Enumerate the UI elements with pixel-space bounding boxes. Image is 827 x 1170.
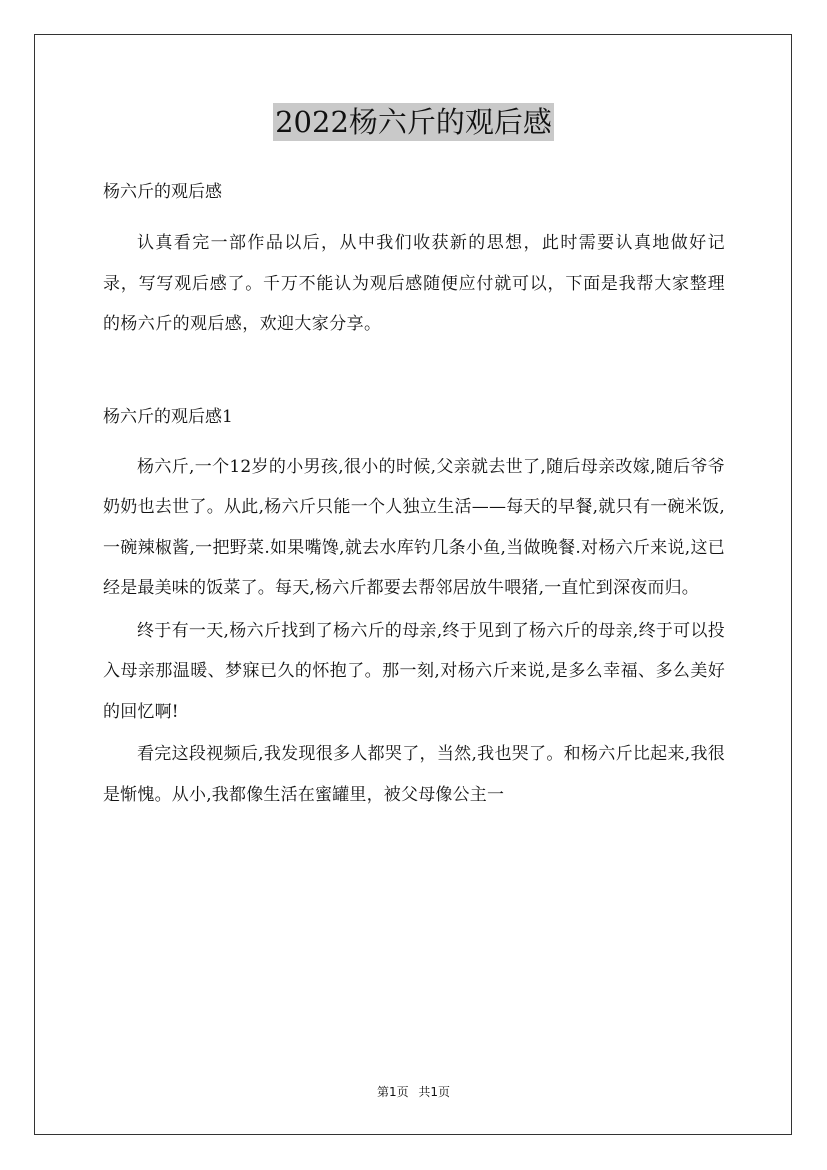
intro-paragraph: 认真看完一部作品以后，从中我们收获新的思想，此时需要认真地做好记录，写写观后感了。千万不能认为观后感随便应付就可以，下面是我帮大家整理的杨六斤的观后感，欢迎大家分享。 — [103, 233, 725, 334]
section1-heading: 杨六斤的观后感1 — [103, 406, 233, 427]
intro-heading: 杨六斤的观后感 — [103, 182, 222, 202]
title-container — [0, 103, 827, 141]
spacer — [103, 437, 725, 447]
page-footer: 第1页 共1页 — [376, 1085, 451, 1099]
spacer — [103, 347, 725, 397]
body-paragraph: 终于有一天,杨六斤找到了杨六斤的母亲,终于见到了杨六斤的母亲,终于可以投入母亲那温暖、梦寐已久的怀抱了。那一刻,对杨六斤来说,是多么幸福、多么美好的回忆啊! — [103, 620, 725, 722]
body-paragraph: 看完这段视频后,我发现很多人都哭了，当然,我也哭了。和杨六斤比起来,我很是惭愧。从小,我都像生活在蜜罐里，被父母像公主一 — [103, 744, 725, 805]
body-paragraph: 杨六斤,一个12岁的小男孩,很小的时候,父亲就去世了,随后母亲改嫁,随后爷爷奶奶也去世了。从此,杨六斤只能一个人独立生活——每天的早餐,就只有一碗米饭,一碗辣椒酱,一把野菜.如果嘴馋,就去水库钓几条小鱼,当做晚餐.对杨六斤来说,这已经是最美味的饭菜了。每天,杨六斤都要去帮邻居放牛喂猪,一直忙到深夜而归。 — [103, 456, 725, 598]
document-body — [103, 172, 725, 817]
document-title: 2022杨六斤的观后感 — [275, 105, 552, 139]
spacer — [103, 212, 725, 223]
